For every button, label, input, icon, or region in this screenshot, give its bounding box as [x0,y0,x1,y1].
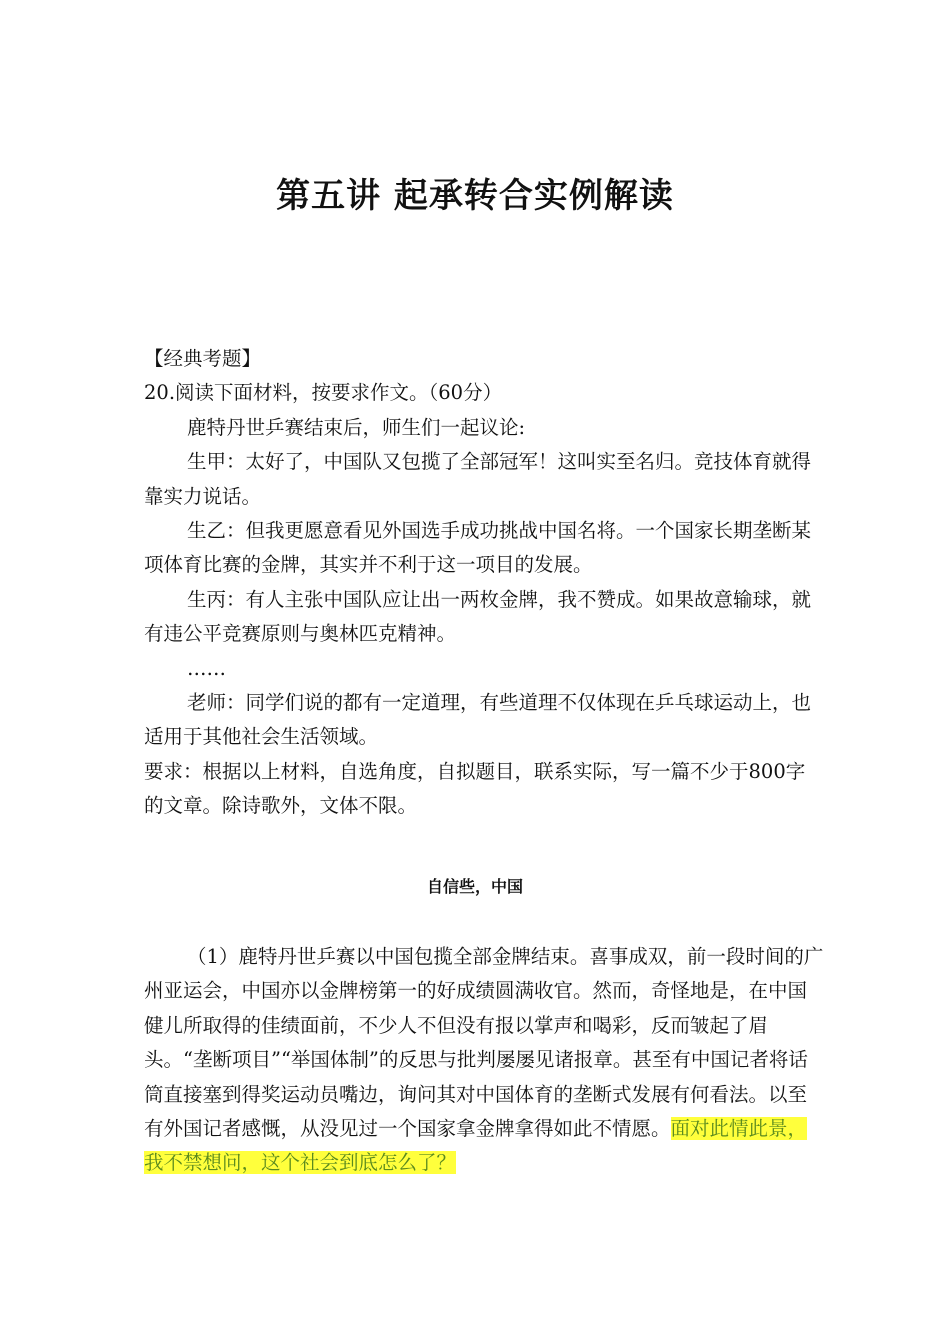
question-prompt: 20.阅读下面材料，按要求作文。（60分） [144,381,503,405]
material-teacher: 老师：同学们说的都有一定道理，有些道理不仅体现在乒乓球运动上，也适用于其他社会生活领域。 [144,691,812,749]
essay-body [144,940,824,1181]
essay-title: 自信些，中国 [426,877,523,896]
essay-paragraph-1 [144,940,824,1181]
material-intro: 鹿特丹世乒赛结束后，师生们一起议论: [187,415,526,439]
highlighted-sentence: 面对此情此景，我不禁想问，这个社会到底怎么了？ [144,1117,808,1175]
section-label: 【经典考题】 [144,347,262,370]
material-ellipsis: …… [187,656,226,680]
material-student-c: 生丙：有人主张中国队应让出一两枚金牌，我不赞成。如果故意输球，就有违公平竞赛原则与奥林匹克精神。 [144,587,812,646]
writing-requirement: 要求：根据以上材料，自选角度，自拟题目，联系实际，写一篇不少于800字的文章。除诗歌外，文体不限。 [144,759,806,818]
exam-question-block [144,342,814,824]
essay-paragraph-1-text: （1）鹿特丹世乒赛以中国包揽全部金牌结束。喜事成双，前一段时间的广州亚运会，中国亦以金牌榜第一的好成绩圆满收官。然而，奇怪地是，在中国健儿所取得的佳绩面前，不少人不但没有报以掌声和喝彩，反而皱起了眉头。“垄断项目”“举国体制”的反思与批判屡屡见诸报章。甚至有中国记者将话筒直接塞到得奖运动员嘴边，询问其对中国体育的垄断式发展有何看法。以至有外国记者感慨，从没见过一个国家拿金牌拿得如此不情愿。 [144,945,824,1141]
material-student-b: 生乙：但我更愿意看见外国选手成功挑战中国名将。一个国家长期垄断某项体育比赛的金牌，其实并不利于这一项目的发展。 [144,519,812,577]
material-student-a: 生甲：太好了，中国队又包揽了全部冠军！这叫实至名归。竞技体育就得靠实力说话。 [144,450,812,508]
page-title: 第五讲 起承转合实例解读 [276,176,674,216]
